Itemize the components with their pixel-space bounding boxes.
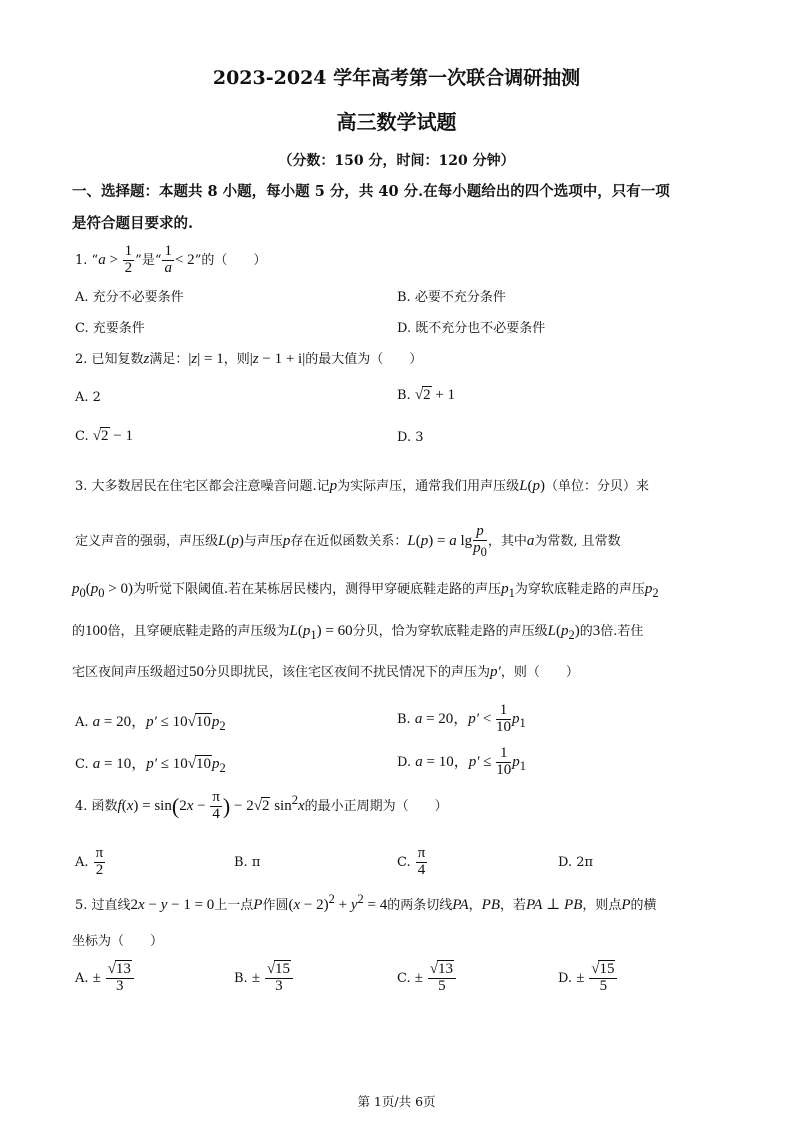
fraction: $\frac{1}{10}$	[496, 745, 512, 778]
option-label: C.	[397, 970, 411, 986]
option-label: B.	[397, 388, 411, 403]
option-label: B.	[234, 970, 248, 986]
option-label: A.	[75, 970, 89, 986]
text: 倍，且穿硬底鞋走路的声压级为	[107, 624, 290, 639]
fraction: $\frac{√15}{5}$	[589, 962, 617, 995]
text: 上一点	[214, 898, 254, 913]
question-1-option-b[interactable]: B. 必要不充分条件	[397, 290, 506, 305]
text: ，则点	[582, 898, 622, 913]
question-5-option-c[interactable]: C. ± $\frac{√13}{5}$	[397, 962, 457, 995]
text: 4. 函数	[75, 798, 118, 814]
text: ，则（ ）	[500, 665, 579, 680]
question-number: 1.	[75, 252, 88, 268]
question-3-line3: $p_0(p_0 > 0)$为听觉下限阈值.若在某栋居民楼内，测得甲穿硬底鞋走路的声压$p_1$为穿软底鞋走路的声压$p_2$	[72, 581, 659, 600]
option-label: D.	[558, 970, 573, 986]
fraction: $\frac{√15}{3}$	[265, 962, 293, 995]
text: “	[91, 252, 99, 268]
question-5-option-a[interactable]: A. ± $\frac{√13}{3}$	[75, 962, 135, 995]
page-footer: 第 1页/共 6页	[357, 1094, 436, 1109]
question-5-option-b[interactable]: B. ± $\frac{√15}{3}$	[234, 962, 294, 995]
fraction: $\frac{\pi}{4}$	[417, 845, 426, 878]
text: 为听觉下限阈值.若在某栋居民楼内，测得甲穿硬底鞋走路的声压	[132, 582, 502, 597]
option-label: D.	[397, 754, 412, 770]
number: = 60	[325, 623, 353, 639]
question-3-line1: 3. 大多数居民在住宅区都会注意噪音问题.记p为实际声压，通常我们用声压级L(p)（单位：分贝）来	[75, 478, 650, 494]
option-label: C.	[75, 429, 89, 444]
fraction: $\frac{p}{p_0}$	[473, 523, 487, 559]
text: 的两条切线	[387, 898, 453, 913]
question-4-option-d[interactable]: D. 2π	[558, 855, 594, 870]
question-5-option-d[interactable]: D. ± $\frac{√15}{5}$	[558, 962, 618, 995]
option-label: A.	[75, 854, 89, 870]
text: 分贝，恰为穿软底鞋走路的声压级	[352, 624, 548, 639]
question-3-option-c[interactable]: C. a = 10，$p' \le 10√10p_2$	[75, 756, 226, 775]
text: （单位：分贝）来	[545, 479, 650, 494]
text: 为穿软底鞋走路的声压	[514, 582, 645, 597]
question-3-line2: 定义声音的强弱，声压级L(p)与声压p存在近似函数关系：L(p) = a lg $\frac{p}{p_0}$ ，其中a为常数, 且常数	[75, 523, 621, 559]
fraction: $\frac{1}{2}$	[124, 243, 133, 276]
text: 为常数, 且常数	[534, 533, 621, 549]
option-label: C.	[397, 854, 411, 870]
fraction: $\frac{\pi}{2}$	[95, 845, 104, 878]
number: 100	[85, 623, 108, 639]
fraction: $\frac{1}{10}$	[496, 702, 512, 735]
text: 与声压	[243, 533, 283, 549]
number: 3	[592, 623, 601, 639]
text: 的	[579, 624, 593, 639]
fraction: $\frac{1}{a}$	[164, 243, 172, 276]
question-3-line5: 宅区夜间声压级超过50分贝即扰民，该住宅区夜间不扰民情况下的声压为p′，则（ ）	[72, 664, 579, 680]
number: 50	[189, 664, 205, 680]
text: ”是“	[135, 252, 162, 268]
option-label: C.	[75, 757, 89, 772]
question-4-stem: 4. 函数f(x) = sin(2x − $\frac{\pi}{4}$ ) − 2√2 $\sin^2x$的最小正周期为（ ）	[75, 789, 448, 822]
text: 的最大值为（ ）	[305, 352, 423, 367]
text: ，则	[223, 352, 250, 367]
question-4-option-c[interactable]	[397, 846, 428, 879]
text: 为实际声压，通常我们用声压级	[337, 479, 520, 494]
question-2-option-b[interactable]: B. √2 + 1	[397, 387, 456, 403]
fraction: $\frac{\pi}{4}$	[212, 789, 220, 822]
score-info: （分数：150 分，时间：120 分钟）	[278, 153, 515, 169]
text: 存在近似函数关系：	[290, 533, 408, 549]
section-heading-line2: 是符合题目要求的.	[72, 215, 194, 232]
text: ”的（ ）	[194, 252, 267, 268]
question-3-option-d[interactable]: D. a = 10，p′ ≤ $\frac{1}{10}$ $p_1$	[397, 745, 526, 778]
exam-title: 2023-2024 学年高考第一次联合调研抽测	[212, 67, 581, 89]
text: 满足：	[149, 352, 189, 367]
text: 作圆	[262, 898, 289, 913]
question-2-option-d[interactable]: D. 3	[397, 430, 424, 445]
question-3-option-b[interactable]: B. a = 20，p′ < $\frac{1}{10}$ $p_1$	[397, 702, 526, 735]
text: ，若	[500, 898, 527, 913]
question-5-line1: 5. 过直线2x − y − 1 = 0上一点P作圆$(x - 2)^2 + y^2 = 4$的两条切线PA，PB，若PA ⊥ PB，则点P的横	[75, 892, 657, 913]
question-2-option-a[interactable]: A. 2	[75, 390, 101, 405]
question-1-option-d[interactable]: D. 既不充分也不必要条件	[397, 321, 546, 336]
text: 的	[72, 624, 86, 639]
exam-subtitle: 高三数学试题	[336, 110, 457, 134]
text: 分贝即扰民，该住宅区夜间不扰民情况下的声压为	[204, 665, 491, 680]
section-heading-line1: 一、选择题：本题共 8 小题，每小题 5 分，共 40 分.在每小题给出的四个选项中，只有一项	[72, 183, 670, 200]
text: 2. 已知复数	[75, 352, 144, 367]
text: ，	[468, 898, 482, 913]
text: ，其中	[487, 533, 527, 549]
question-3-option-a[interactable]: A. a = 20，$p' \le 10√10p_2$	[75, 714, 226, 733]
fraction: $\frac{√13}{3}$	[106, 962, 134, 995]
question-1-option-a[interactable]: A. 充分不必要条件	[75, 290, 184, 305]
option-label: B.	[397, 711, 411, 727]
text: 宅区夜间声压级超过	[72, 665, 190, 680]
text: 的横	[630, 898, 657, 913]
question-5-line2: 坐标为（ ）	[72, 934, 164, 949]
text: 5. 过直线	[75, 898, 131, 913]
text: 的最小正周期为（ ）	[304, 798, 448, 814]
option-label: A.	[75, 715, 89, 730]
question-3-line4: 的100倍，且穿硬底鞋走路的声压级为$L(p_1) = 60$分贝，恰为穿软底鞋走路的声压级$L(p_2)$的3倍.若住	[72, 623, 644, 642]
text: 3. 大多数居民在住宅区都会注意噪音问题.记	[75, 479, 330, 494]
question-4-option-b[interactable]: B. π	[234, 855, 261, 870]
fraction: $\frac{√13}{5}$	[428, 962, 456, 995]
text: 定义声音的强弱，声压级	[75, 533, 219, 549]
text: 倍.若住	[600, 624, 644, 639]
question-1-option-c[interactable]: C. 充要条件	[75, 321, 145, 336]
question-1-stem: 1. “a > $\frac{1}{2}$ ”是“ $\frac{1}{a}$ < 2”的（ ）	[75, 243, 267, 276]
question-2-option-c[interactable]: C. √2 − 1	[75, 428, 133, 444]
question-2-stem: 2. 已知复数z满足：|z| = 1，则|z − 1 + i|的最大值为（ ）	[75, 351, 423, 367]
question-4-option-a[interactable]	[75, 846, 106, 879]
